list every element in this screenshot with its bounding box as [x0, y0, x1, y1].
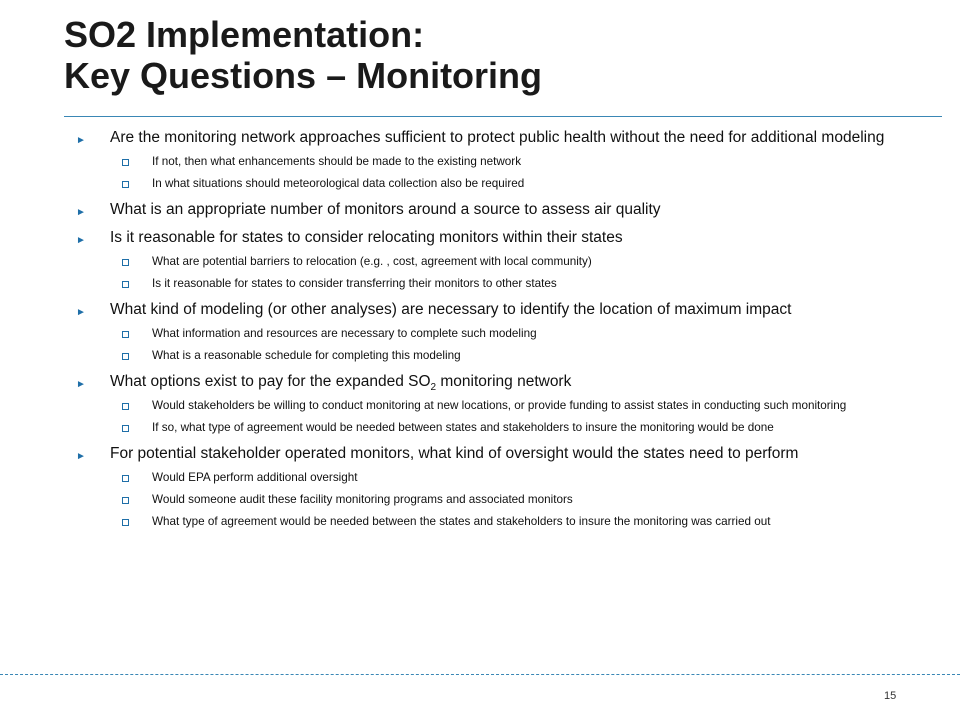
- square-bullet-icon: [122, 159, 129, 166]
- square-bullet-icon: [122, 403, 129, 410]
- bullet-text: Are the monitoring network approaches sufficient to protect public health without the need for additional modeling: [110, 129, 885, 146]
- sub-bullet-item: [76, 471, 906, 485]
- sub-bullet-item: [76, 255, 906, 269]
- sub-bullet-item: [76, 277, 906, 291]
- subscript-2: 2: [430, 382, 437, 394]
- square-bullet-icon: [122, 353, 129, 360]
- sub-bullet-item: [76, 327, 906, 341]
- triangle-bullet-icon: ►: [76, 235, 86, 246]
- sub-bullet-text: If so, what type of agreement would be needed between states and stakeholders to insure the monitoring would be done: [152, 421, 774, 434]
- bullet-item: [76, 301, 906, 319]
- title-line-2: Key Questions – Monitoring: [64, 55, 543, 96]
- bullet-text-after: monitoring network: [436, 373, 572, 390]
- bullet-item: [76, 373, 906, 394]
- bullet-text: What is an appropriate number of monitors around a source to assess air quality: [110, 201, 661, 218]
- sub-bullet-item: [76, 421, 906, 435]
- sub-bullet-item: [76, 349, 906, 363]
- sub-bullet-item: [76, 399, 906, 413]
- sub-bullet-text: Would EPA perform additional oversight: [152, 471, 358, 484]
- slide-title: [64, 14, 924, 96]
- bullet-item: [76, 229, 906, 247]
- triangle-bullet-icon: ►: [76, 451, 86, 462]
- bullet-list: [76, 129, 906, 529]
- triangle-bullet-icon: ►: [76, 135, 86, 146]
- square-bullet-icon: [122, 497, 129, 504]
- bullet-text: Is it reasonable for states to consider relocating monitors within their states: [110, 229, 623, 246]
- bullet-text: What kind of modeling (or other analyses) are necessary to identify the location of maximum impact: [110, 301, 792, 318]
- sub-bullet-item: [76, 155, 906, 169]
- sub-bullet-text: What information and resources are necessary to complete such modeling: [152, 327, 537, 340]
- title-divider: [64, 116, 942, 117]
- triangle-bullet-icon: ►: [76, 379, 86, 390]
- sub-bullet-text: Is it reasonable for states to consider transferring their monitors to other states: [152, 277, 557, 290]
- bullet-item: [76, 445, 906, 463]
- sub-bullet-text: In what situations should meteorological data collection also be required: [152, 177, 525, 190]
- footer-divider: [0, 674, 960, 675]
- sub-bullet-text: What are potential barriers to relocation (e.g. , cost, agreement with local community): [152, 255, 592, 268]
- sub-bullet-item: [76, 493, 906, 507]
- bullet-text: For potential stakeholder operated monitors, what kind of oversight would the states need to perform: [110, 445, 799, 462]
- square-bullet-icon: [122, 281, 129, 288]
- triangle-bullet-icon: ►: [76, 307, 86, 318]
- sub-bullet-text: Would stakeholders be willing to conduct monitoring at new locations, or provide funding to assist states in conducting such monitoring: [152, 399, 847, 412]
- sub-bullet-item: [76, 177, 906, 191]
- square-bullet-icon: [122, 475, 129, 482]
- sub-bullet-item: [76, 515, 906, 529]
- sub-bullet-text: What type of agreement would be needed between the states and stakeholders to insure the monitoring was carried out: [152, 515, 771, 528]
- bullet-text-before: What options exist to pay for the expanded SO: [110, 373, 431, 390]
- title-line-1: SO2 Implementation:: [64, 14, 425, 55]
- square-bullet-icon: [122, 331, 129, 338]
- sub-bullet-text: Would someone audit these facility monitoring programs and associated monitors: [152, 493, 573, 506]
- sub-bullet-text: What is a reasonable schedule for completing this modeling: [152, 349, 461, 362]
- triangle-bullet-icon: ►: [76, 207, 86, 218]
- square-bullet-icon: [122, 259, 129, 266]
- square-bullet-icon: [122, 181, 129, 188]
- square-bullet-icon: [122, 425, 129, 432]
- page-number: 15: [884, 690, 897, 702]
- square-bullet-icon: [122, 519, 129, 526]
- bullet-item: [76, 201, 906, 219]
- sub-bullet-text: If not, then what enhancements should be made to the existing network: [152, 155, 522, 168]
- bullet-item: [76, 129, 906, 147]
